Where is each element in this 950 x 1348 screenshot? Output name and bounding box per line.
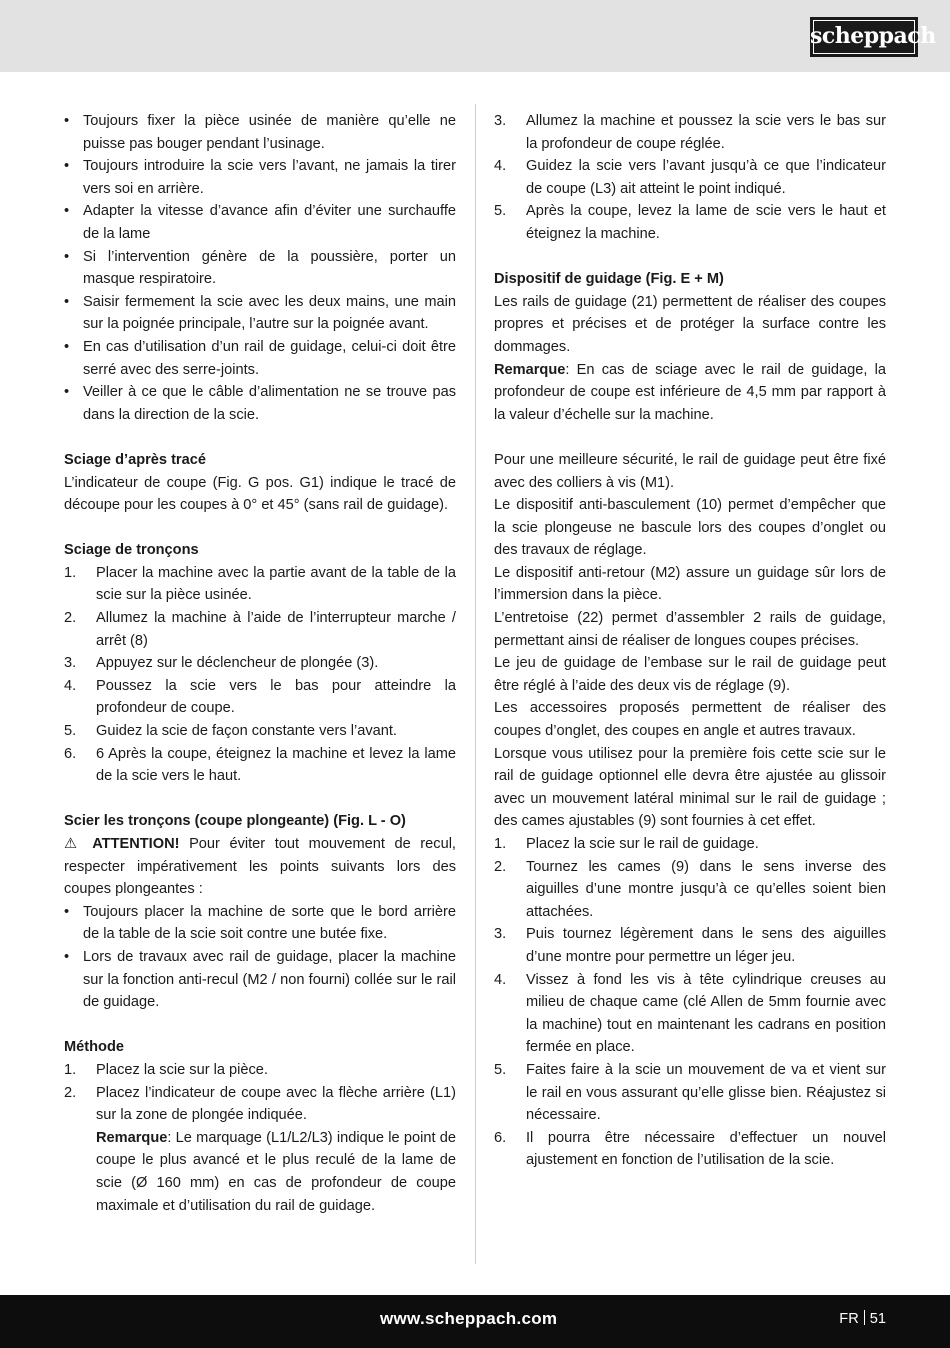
warning-icon: ⚠	[64, 836, 83, 852]
guidage-paragraph: Lorsque vous utilisez pour la première fois cette scie sur le rail de guidage optionnel elle devra être ajustée au glissoir avec un mouvement latéral minimal sur le rail de guidage ; des cames ajustables (9) sont fournies à cet effet.	[494, 745, 886, 830]
list-item: 6. Il pourra être nécessaire d’effectuer un nouvel ajustement en fonction de l’utilisation de la scie.	[494, 1129, 886, 1169]
list-item: 5. Faites faire à la scie un mouvement de va et vient sur le rail en vous assurant qu’elle glisse bien. Réajustez si nécessaire.	[494, 1061, 886, 1124]
section-heading-troncons: Sciage de tronçons	[64, 542, 199, 559]
list-item: • Lors de travaux avec rail de guidage, placer la machine sur la fonction anti-recul (M2 / non fourni) collée sur le rail de guidage.	[64, 948, 456, 1011]
left-column	[64, 110, 456, 1217]
page-number	[839, 1310, 886, 1327]
list-item: 1. Placez la scie sur le rail de guidage.	[494, 836, 759, 852]
list-item: 1. Placez la scie sur la pièce.	[64, 1061, 268, 1078]
logo-frame	[813, 20, 915, 54]
section-heading-methode: Méthode	[64, 1039, 124, 1056]
list-item: 3. Appuyez sur le déclencheur de plongée (3).	[64, 655, 379, 672]
column-divider	[475, 104, 476, 1264]
guidage-paragraph: Les accessoires proposés permettent de réaliser des coupes d’onglet, des coupes en angle et autres travaux.	[494, 700, 886, 740]
remark-paragraph: Remarque: Le marquage (L1/L2/L3) indique le point de coupe le plus avancé et le plus reculé de la lame de scie (Ø 160 mm) en cas de profondeur de coupe maximale et d’utilisation du rail de guidage.	[96, 1129, 456, 1214]
list-item: • Toujours fixer la pièce usinée de manière qu’elle ne puisse pas bouger pendant l’usinage.	[64, 113, 456, 152]
list-item: 1. Placer la machine avec la partie avant de la table de la scie sur la pièce usinée.	[64, 564, 456, 604]
guidage-paragraph: Les rails de guidage (21) permettent de réaliser des coupes propres et précises et de protéger la surface contre les dommages.	[494, 293, 886, 355]
list-item: • Veiller à ce que le câble d’alimentation ne se trouve pas dans la direction de la scie.	[64, 384, 456, 423]
list-item: 3. Allumez la machine et poussez la scie vers le bas sur la profondeur de coupe réglée.	[494, 113, 886, 152]
page-separator	[864, 1310, 865, 1325]
list-item: • Toujours placer la machine de sorte que le bord arrière de la table de la scie soit contre une butée fixe.	[64, 903, 456, 943]
remark-label: Remarque	[96, 1129, 168, 1146]
brand-name: scheppach	[810, 23, 936, 49]
remark-label: Remarque	[494, 361, 566, 378]
list-item: • Saisir fermement la scie avec les deux mains, une main sur la poignée principale, l’autre sur la poignée avant.	[64, 293, 456, 333]
guidage-paragraph: Le jeu de guidage de l’embase sur le rail de guidage peut être réglé à l’aide des deux vis de réglage (9).	[494, 655, 886, 694]
guidage-paragraph: L’entretoise (22) permet d’assembler 2 rails de guidage, permettant ainsi de réaliser de longues coupes précises.	[494, 610, 886, 649]
language-code: FR	[839, 1311, 859, 1327]
warning-paragraph: ⚠ ATTENTION! Pour éviter tout mouvement de recul, respecter impérativement les points suivants lors des coupes plongeantes :	[64, 836, 456, 898]
brand-logo	[810, 17, 936, 57]
header-bar	[0, 0, 950, 72]
footer-website-link[interactable]: www.scheppach.com	[380, 1309, 558, 1328]
list-item: 6. 6 Après la coupe, éteignez la machine et levez la lame de la scie vers le haut.	[64, 745, 456, 785]
list-item: 4. Guidez la scie vers l’avant jusqu’à ce que l’indicateur de coupe (L3) ait atteint le point indiqué.	[494, 158, 886, 197]
section-heading-guidage: Dispositif de guidage (Fig. E + M)	[494, 271, 724, 288]
list-item: 2. Placez l’indicateur de coupe avec la flèche arrière (L1) sur la zone de plongée indiquée.	[64, 1084, 456, 1124]
list-item: 5. Après la coupe, levez la lame de scie vers le haut et éteignez la machine.	[494, 203, 886, 242]
list-item: 3. Puis tournez légèrement dans le sens des aiguilles d’une montre pour permettre un léger jeu.	[494, 926, 886, 965]
footer-bar	[0, 1295, 950, 1348]
section-heading-plongeante: Scier les tronçons (coupe plongeante) (Fig. L - O)	[64, 813, 406, 830]
remark-paragraph: Remarque: En cas de sciage avec le rail de guidage, la profondeur de coupe est inférieure de 4,5 mm par rapport à la valeur d’échelle sur la machine.	[494, 361, 886, 423]
list-item: • Si l’intervention génère de la poussière, porter un masque respiratoire.	[64, 248, 456, 288]
list-item: 2. Tournez les cames (9) dans le sens inverse des aiguilles d’une montre jusqu’à ce qu’elles soient bien attachées.	[494, 858, 886, 920]
list-item: 5. Guidez la scie de façon constante vers l’avant.	[64, 723, 397, 740]
page-num: 51	[869, 1311, 886, 1327]
list-item: 4. Vissez à fond les vis à tête cylindrique creuses au milieu de chaque came (clé Allen de 5mm fournie avec la machine) tout en maintenant les cadrans en position fermée en place.	[494, 971, 886, 1056]
trace-paragraph: L’indicateur de coupe (Fig. G pos. G1) indique le tracé de découpe pour les coupes à 0° et 45° (sans rail de guidage).	[64, 474, 456, 514]
list-item: • Toujours introduire la scie vers l’avant, ne jamais la tirer vers soi en arrière.	[64, 158, 456, 197]
guidage-paragraph: Le dispositif anti-retour (M2) assure un guidage sûr lors de l’immersion dans la pièce.	[494, 564, 886, 604]
warning-label: ATTENTION!	[92, 836, 180, 852]
list-item: 2. Allumez la machine à l’aide de l’interrupteur marche / arrêt (8)	[64, 610, 456, 649]
list-item: • Adapter la vitesse d’avance afin d’éviter une surchauffe de la lame	[64, 203, 456, 242]
section-heading-trace: Sciage d’après tracé	[64, 451, 206, 468]
list-item: 4. Poussez la scie vers le bas pour atteindre la profondeur de coupe.	[64, 677, 456, 717]
guidage-paragraph: Pour une meilleure sécurité, le rail de guidage peut être fixé avec des colliers à vis (M1).	[494, 451, 886, 491]
list-item: • En cas d’utilisation d’un rail de guidage, celui-ci doit être serré avec des serre-joints.	[64, 338, 456, 378]
right-column	[494, 110, 886, 1172]
guidage-paragraph: Le dispositif anti-basculement (10) permet d’empêcher que la scie plongeuse ne bascule lors des coupes d’onglet ou des travaux de réglage.	[494, 497, 886, 559]
